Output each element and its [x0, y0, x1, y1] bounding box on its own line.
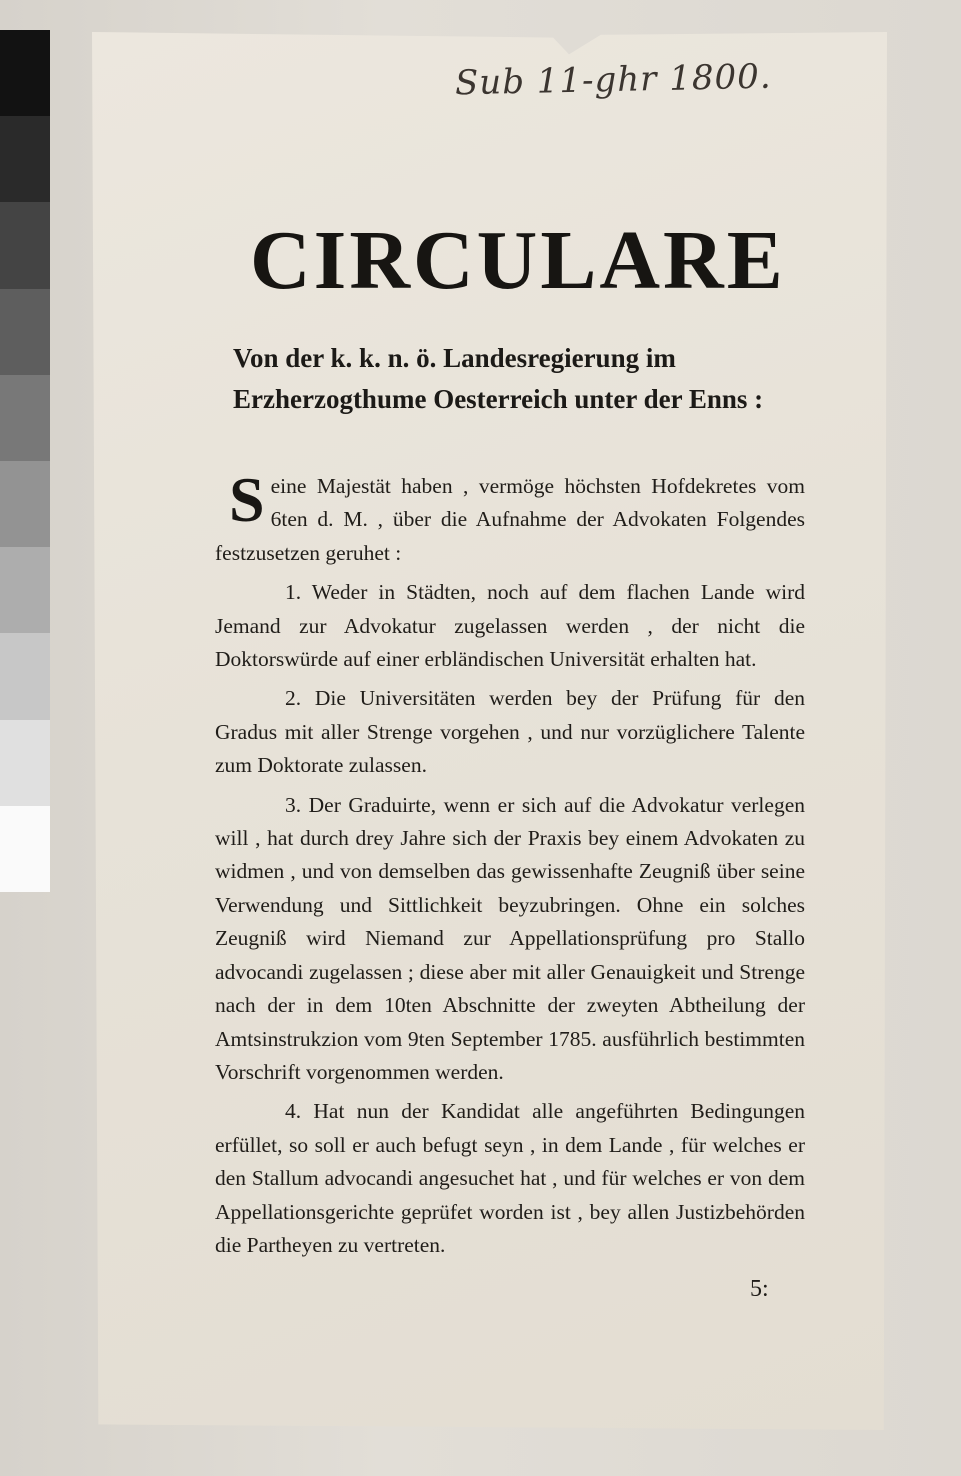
drop-cap: S: [229, 464, 265, 535]
calibration-swatch: [0, 202, 50, 288]
paragraph-4: 4. Hat nun der Kandidat alle angeführten Bedingungen erfüllet, so soll er auch befugt seyn , in dem Lande , für welches er den Stallum advocandi angesuchet hat , und für welches er von dem Appellationsgerichte geprüfet worden ist , bey allen Justizbehörden die Partheyen zu vertreten.: [215, 1099, 805, 1257]
calibration-swatch: [0, 633, 50, 719]
calibration-swatch: [0, 289, 50, 375]
calibration-swatch: [0, 116, 50, 202]
document-title: CIRCULARE: [250, 214, 786, 307]
intro-paragraph: [215, 464, 805, 570]
calibration-swatch: [0, 461, 50, 547]
handwritten-note: Sub 11-ghr 1800.: [454, 56, 772, 104]
calibration-swatch: [0, 547, 50, 633]
calibration-swatch: [0, 30, 50, 116]
document-body: [215, 464, 805, 1262]
calibration-strip: [0, 30, 50, 892]
issuing-authority: Von der k. k. n. ö. Landesregierung im Erzherzogthume Oesterreich unter der Enns :: [233, 343, 764, 414]
page-signature-mark: 5:: [750, 1276, 769, 1302]
paragraph-3: 3. Der Graduirte, wenn er sich auf die Advokatur verlegen will , hat durch drey Jahre sich der Praxis bey einem Advokaten zu widmen , und von demselben das gewissenhafte Zeugniß über seine Verwendung und Sittlichkeit beyzubringen. Ohne ein solches Zeugniß wird Niemand zur Appellationsprüfung pro Stallo advocandi zugelassen ; diese aber mit aller Genauigkeit und Strenge nach der in dem 10ten Abschnitte der zweyten Abtheilung der Amtsinstrukzion vom 9ten September 1785. ausführlich bestimmten Vorschrift vorgenommen werden.: [215, 792, 805, 1084]
calibration-swatch: [0, 806, 50, 892]
calibration-swatch: [0, 720, 50, 806]
intro-text: eine Majestät haben , vermöge höchsten Hofdekretes vom 6ten d. M. , über die Aufnahme der Advokaten Folgendes festzusetzen geruhet :: [215, 474, 805, 565]
paragraph-1: 1. Weder in Städten, noch auf dem flachen Lande wird Jemand zur Advokatur zugelassen werden , der nicht die Doktorswürde auf einer erbländischen Universität erhalten hat.: [215, 580, 805, 672]
paragraph-2: 2. Die Universitäten werden bey der Prüfung für den Gradus mit aller Strenge vorgehen , und nur vorzüglichere Talente zum Doktorate zulassen.: [215, 686, 805, 778]
calibration-swatch: [0, 375, 50, 461]
